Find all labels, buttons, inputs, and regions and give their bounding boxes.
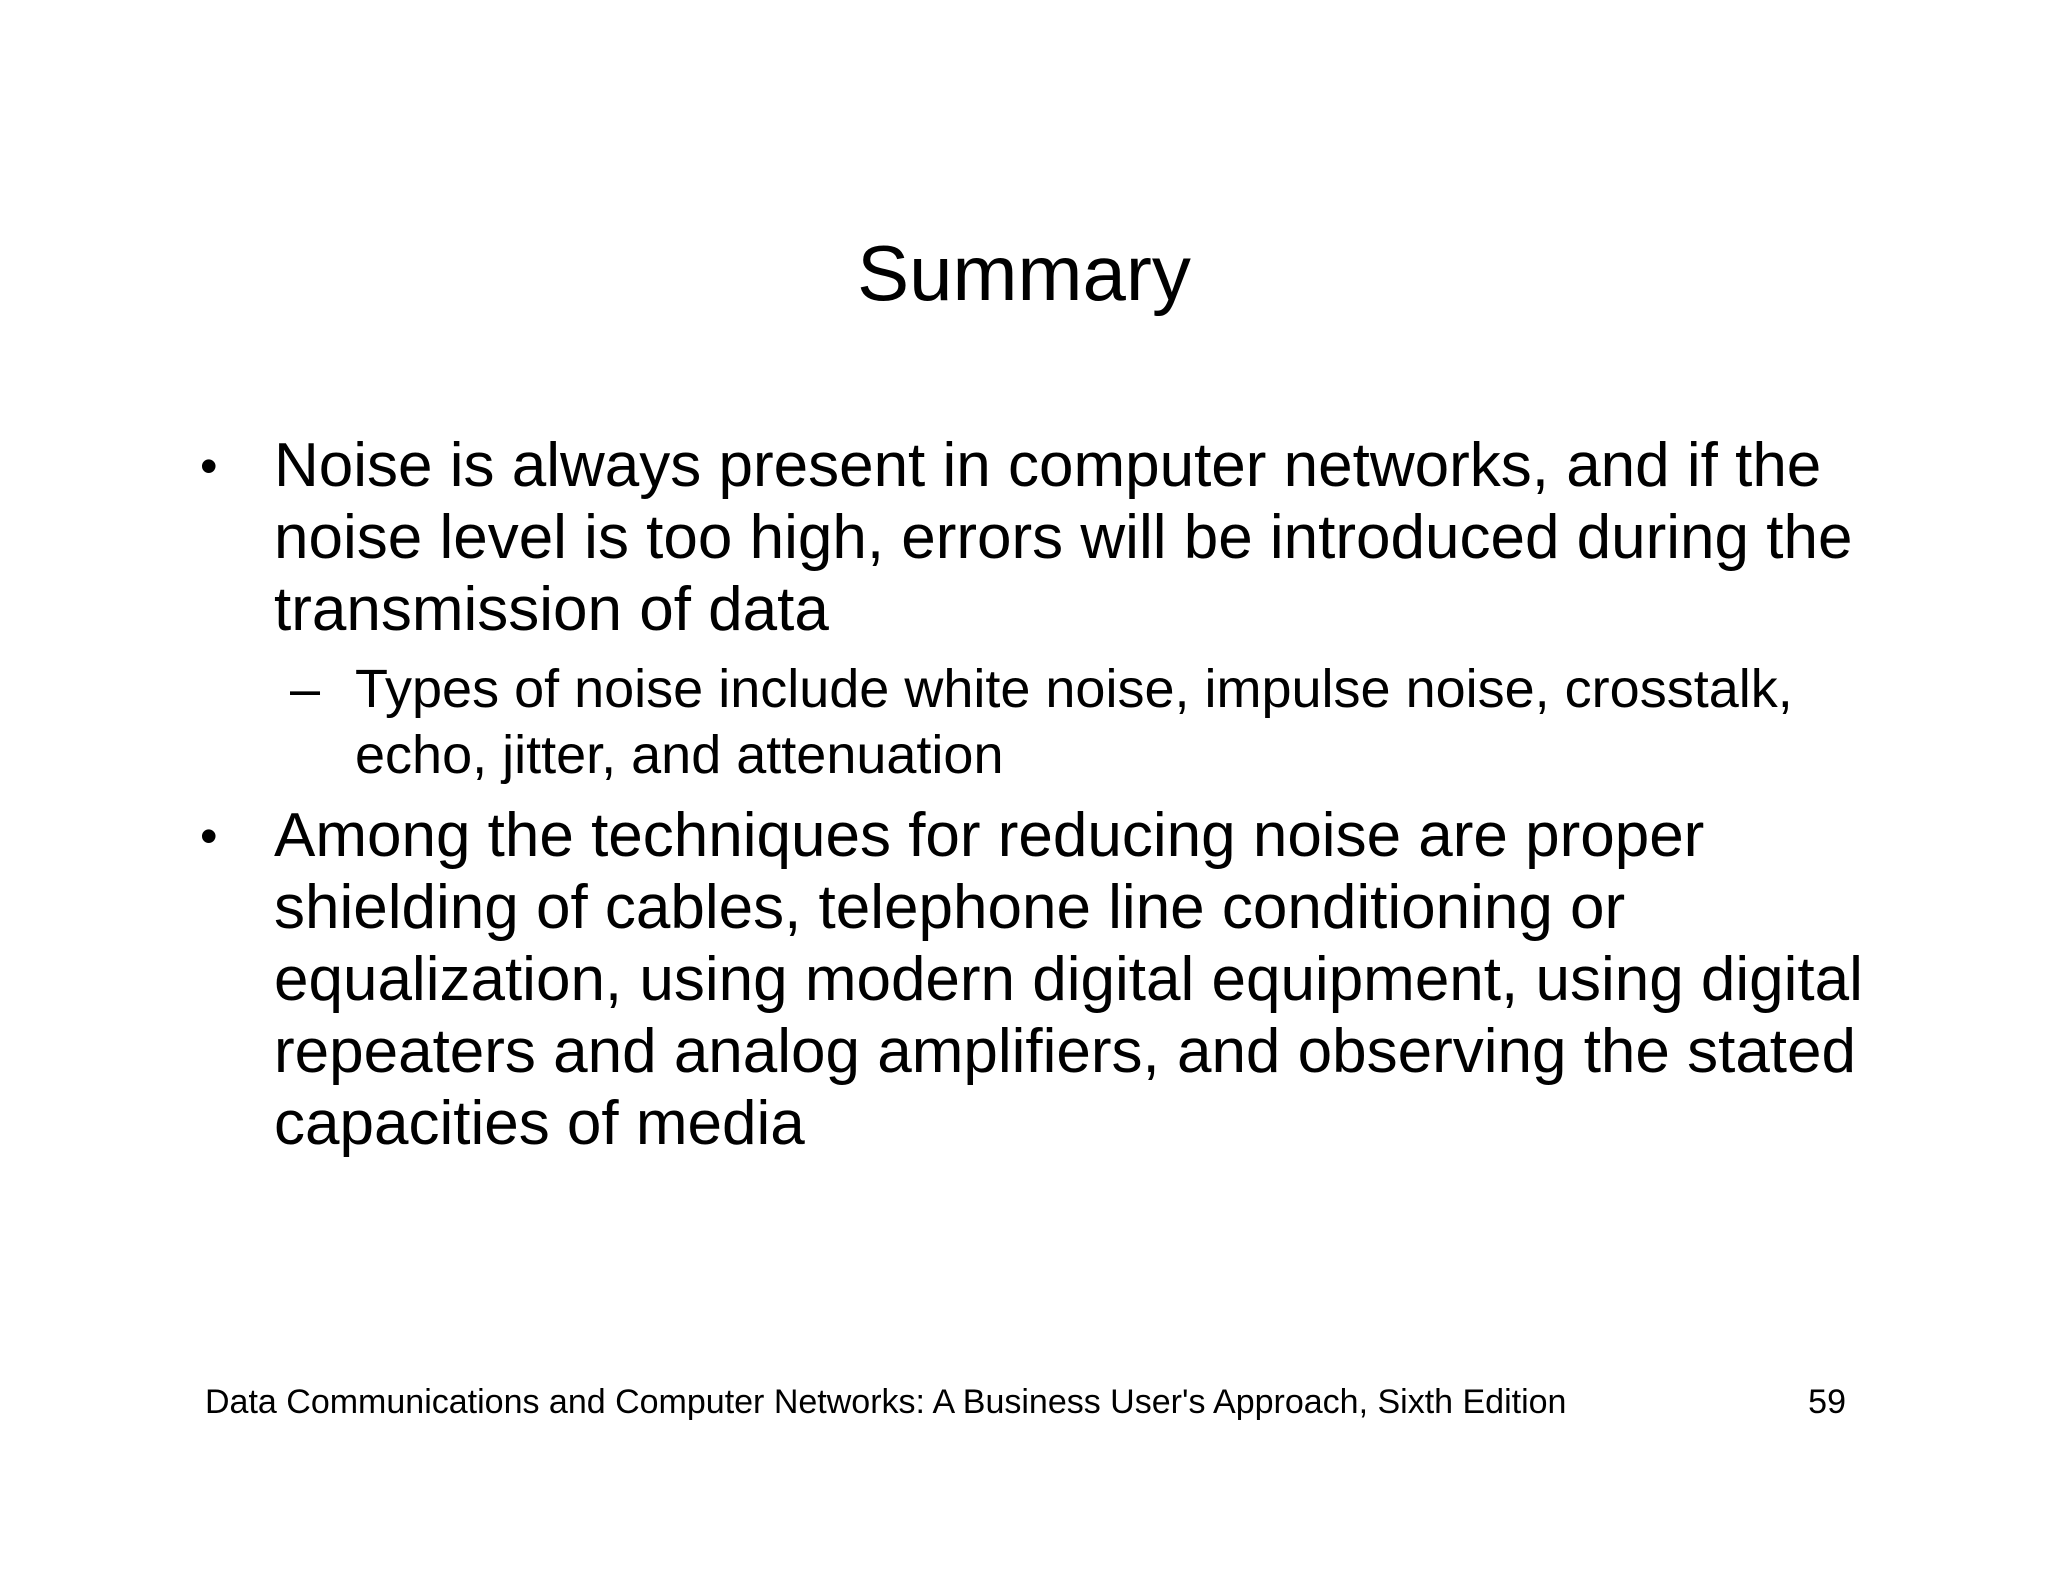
footer-book-title: Data Communications and Computer Networks: A Business User's Approach, Sixth Edition [205,1383,1567,1421]
bullet-marker: • [200,808,218,864]
sub-bullet-text: Types of noise include white noise, impulse noise, crosstalk, echo, jitter, and attenuation [355,659,1793,785]
slide-title: Summary [857,229,1191,317]
bullet-item-techniques [200,800,1900,1160]
bullet-text: Among the techniques for reducing noise are proper shielding of cables, telephone line conditioning or equalization, using modern digital equipment, using digital repeaters and analog amplifiers, and observing the stated capacities of media [274,801,1863,1158]
slide-content [200,430,1900,1170]
bullet-item-noise [200,430,1900,646]
footer-page-number: 59 [1808,1383,1846,1421]
bullet-text: Noise is always present in computer networks, and if the noise level is too high, errors will be introduced during the transmission of data [274,431,1853,644]
bullet-marker: • [200,438,218,494]
sub-bullet-item-noise-types [200,656,1900,788]
sub-bullet-marker: – [290,659,321,719]
